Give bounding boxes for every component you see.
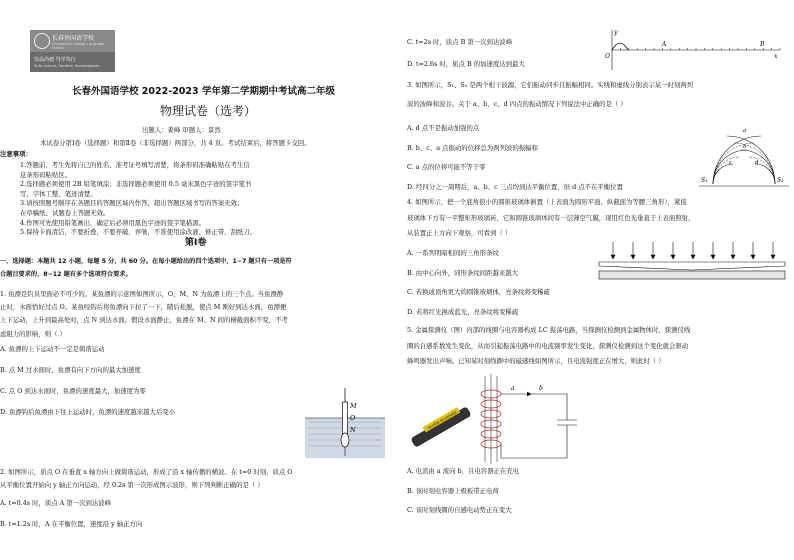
q5-option: C. 该时刻线圈的自感电动势正在变大 (407, 506, 512, 514)
arrow-head (771, 255, 775, 259)
notice-item: 4.作图可先使用铅笔画出，确定后必须用黑色字迹的签字笔描黑。 (20, 218, 206, 227)
q2-option: D. t=2.6s 时，质点 B 的加速度达到最大 (407, 60, 525, 68)
notice-item: 5.保持卡面清洁，不要折叠，不要弄破、弄皱，不准使用涂改液、修正带、刮纸刀。 (20, 228, 257, 237)
arrow-head (751, 255, 755, 259)
notice-title: 注意事项： (0, 150, 32, 158)
label-a: a (743, 128, 747, 134)
float-bulb (341, 433, 349, 447)
q5-stem-line: 蜂鸣器发出声响。已知某时刻线圈中的磁感线如图所示，且电流强度正在增大，则此时（ ） (407, 357, 665, 365)
q2-option: A. t=0.4s 时，质点 A 第一次到达波峰 (0, 499, 112, 507)
school-logo (30, 30, 115, 72)
q4-option: C. 若换成顶角更大的圆锥玻璃体，亮条纹将变稀疏 (407, 288, 550, 296)
label-d: d (755, 160, 759, 166)
notice-item: 1.答题前，考生先将自己的姓名、准考证号填写清楚，将条形码准确粘贴在考生信 (20, 161, 250, 169)
q3-stem-line: 3. 如图所示，S₁、S₂ 是两个相干波源，它们振动同步且振幅相同。实线和虚线分别表示某一时刻两列 (407, 81, 694, 89)
seal-icon (34, 33, 50, 49)
label-c: c (729, 160, 733, 166)
wave-curve (612, 43, 628, 50)
authors-line: 出题人：姜峰 审题人：景然 (142, 126, 221, 134)
q1-option: B. 点 M 过水面时，鱼漂有向下方向的最大加速度 (0, 366, 141, 374)
label-A: A (662, 41, 667, 48)
notice-item: 在草稿纸、试题卷上答题无效。 (20, 209, 110, 217)
cone-glass (599, 262, 785, 270)
metal-detector (411, 407, 471, 448)
label-S1: S₁ (701, 177, 708, 184)
q5-detector-figure (407, 370, 597, 470)
q3-option: B. b、c、a 点振动的位移总为两列波的振幅和 (407, 143, 538, 152)
logo-school-name: 长春外国语学校 (52, 35, 95, 42)
right-column (397, 0, 794, 560)
q4-option: D. 若将红光换成蓝光，亮条纹将变稀疏 (407, 307, 519, 316)
label-a: a (511, 385, 515, 392)
label-b: b (539, 385, 543, 392)
intro-line: 本试卷分第Ⅰ卷（选择题）和第Ⅱ卷（非选择题）两部分，共 4 页。考试结束后，将答题卡交回。 (40, 139, 311, 147)
q5-option: A. 电流由 a 流向 b，且电容器正在充电 (407, 467, 520, 475)
notice-item: 息条形码粘贴区。 (20, 170, 72, 179)
q2-option: C. t=2s 时，质点 B 第一次到达波峰 (407, 38, 513, 46)
label-O: O (350, 414, 356, 422)
glass-slab (599, 271, 785, 279)
q1-option: A. 鱼漂的上下运动不一定是简谐运动 (0, 345, 105, 353)
section-title: 第Ⅰ卷 (185, 238, 207, 248)
q3-stem-line: 波的波峰和波谷。关于 a、b、c、d 四点的振动情况下列说法中正确的是（ ） (407, 100, 627, 108)
q2-stem-line: 2. 如图所示，质点 O 在垂直 x 轴方向上做简谐运动，形成了沿 x 轴传播的横波。在 t=0 时刻，质点 O (0, 468, 293, 476)
q3-interference-figure (699, 118, 789, 190)
detector-label: SUPER SCANNER (427, 410, 458, 431)
lc-circuit (501, 392, 577, 458)
label-N: N (350, 426, 356, 434)
exam-title: 物理试卷（选考） (160, 104, 257, 118)
field-lines (485, 374, 497, 464)
q4-option: A. 一系列明暗相间的三角形条纹 (407, 249, 499, 257)
arrow-head (691, 255, 695, 259)
q1-float-figure (305, 388, 385, 458)
q3-option: C. a 点的位移可能不等于零 (407, 163, 486, 171)
arrow-head (671, 255, 675, 259)
q1-stem-line: 上下运动，上升到最高处时，点 N 到达水面。假设水面静止，鱼漂在 M、N 间的横截面积不变，不考 (0, 316, 288, 325)
q1-option: D. 鱼漂钩后鱼漂由下往上运动时，鱼漂的速度越来越大后变小 (0, 408, 176, 416)
logo-motto: 崇品尚德 笃学笃行 (34, 57, 76, 63)
logo-motto-english: To Be Learned, Sensitive, Knowledgeable (34, 64, 100, 68)
label-M: M (350, 402, 357, 410)
arrow-head (711, 255, 715, 259)
q5-stem-line: 圈的自感系数发生变化，从而引起振荡电路中的电流频率发生变化，探测仪检测到这个变化就会驱动 (407, 341, 689, 350)
logo-school-english: Changchun Foreign Language School (52, 42, 105, 50)
section-instruction-1: 一、选择题：本题共 12 小题，每题 5 分，共 60 分。在每小题给出的四个选项中，1~7 题只有一项是符 (0, 258, 292, 265)
arrow-head (731, 255, 735, 259)
notice-item: 写，字体工整、笔迹清楚。 (20, 189, 97, 198)
q3-option: A. d 点不是振动加强的点 (407, 124, 480, 132)
q1-stem-line: 1. 鱼漂是钓具里面必不可少的。某鱼漂的示意图如图所示，O、M、N 为鱼漂上的三个点。当鱼漂静 (0, 290, 284, 298)
q4-cone-figure (597, 240, 787, 288)
q3-option: D. 经四分之一周期后，a、b、c 三点均到达平衡位置，但 d 点不在平衡位置 (407, 182, 623, 191)
notice-item: 2.选择题必须使用 2B 铅笔填涂；非选择题必须使用 0.5 毫米黑色字迹的签字笔书 (20, 180, 252, 189)
arrow-head (631, 255, 635, 259)
arrow-head (611, 255, 615, 259)
q2-stem-line: 从平衡位置开始向 y 轴正方向运动，经 0.2s 第一次形成图示波形，则下列判断正确的是（ ） (0, 481, 264, 489)
q4-stem-line: 4. 如图所示，把一个底角很小的圆锥玻璃体倒置（上表面为圆形平面，纵截面为等腰三角形），紧接 (407, 198, 687, 206)
label-b: b (743, 144, 747, 150)
label-B: B (760, 41, 765, 48)
section-instruction-2: 合题目要求的，8~12 题有多个选项符合要求。 (0, 271, 132, 278)
label-x: x (774, 53, 778, 60)
q2-option: B. t=1.2s 时，A 在平衡位置，速度沿 y 轴正方向 (0, 520, 143, 528)
float-body (343, 402, 348, 434)
q4-stem-line: 从装置正上方向下观察，可看到（ ） (407, 229, 512, 237)
q5-option: B. 该时刻电容器上极板带正电荷 (407, 486, 499, 495)
school-title: 长春外国语学校 2022-2023 学年第二学期期中考试高二年级 (72, 86, 335, 97)
label-S2: S₂ (777, 177, 784, 184)
label-y: y (614, 29, 618, 36)
q4-option: B. 由中心向外，同形条纹间距越来越大 (407, 268, 519, 277)
notice-item: 3.请按照题号顺序在各题目的答题区域内作答，超出答题区域书写的答案无效； (20, 199, 244, 208)
arrow-head (651, 255, 655, 259)
q1-option: C. 点 O 到达水面时，鱼漂的速度最大，加速度为零 (0, 387, 146, 395)
q1-stem-line: 虑阻力的影响，则（ ） (0, 329, 66, 338)
q1-stem-line: 止时，水面恰好过点 O。某鱼咬钩后将鱼漂向下拉了一下，随后松脱，使点 M 刚好到达水面，鱼漂便 (0, 303, 287, 312)
light-arrows (611, 242, 775, 259)
label-O: O (605, 53, 610, 60)
q4-stem-line: 玻璃体下方有一平整矩形玻璃砖，它和圆锥玻璃体间有一层薄空气膜，现用红色光垂直于上表面照射， (407, 213, 695, 222)
q2-wave-figure (602, 26, 782, 74)
q5-stem-line: 5. 金属探测仪（图）内部的线圈与电容器构成 LC 振荡电路，当探测仪检测到金属物体时，探测仪线 (407, 326, 691, 334)
